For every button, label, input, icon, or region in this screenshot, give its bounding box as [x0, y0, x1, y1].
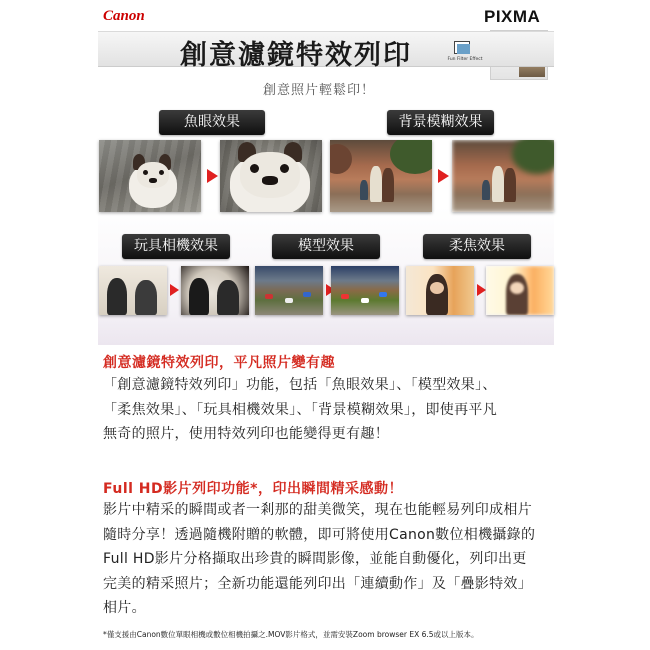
paragraph-line: 影片中精采的瞬間或者一剎那的甜美微笑，現在也能輕易列印成相片 [103, 502, 532, 518]
arrow-right-icon [207, 169, 218, 183]
fun-filter-effect-label: Fun Filter Effect [447, 57, 483, 62]
toy-camera-after-photo [181, 266, 249, 315]
page-subtitle: 創意照片輕鬆印！ [263, 83, 376, 98]
section2-paragraph [103, 498, 553, 621]
page-title: 創意濾鏡特效列印 [180, 40, 412, 71]
toy-camera-before-photo [99, 266, 167, 315]
canon-logo: Canon [103, 8, 145, 24]
label-miniature: 模型效果 [272, 234, 380, 259]
soft-focus-before-photo [406, 266, 474, 315]
label-soft-focus: 柔焦效果 [423, 234, 531, 259]
section1-heading: 創意濾鏡特效列印，平凡照片變有趣 [103, 355, 335, 371]
arrow-right-icon [477, 284, 486, 296]
paragraph-line: 「柔焦效果」、「玩具相機效果」、「背景模糊效果」，即使再平凡 [103, 401, 497, 418]
pixma-logo: PIXMA [484, 7, 541, 26]
miniature-after-photo [331, 266, 399, 315]
paragraph-line: 相片。 [103, 600, 146, 616]
paragraph-line: 無奇的照片，使用特效列印也能變得更有趣！ [103, 426, 389, 442]
fisheye-after-photo [220, 140, 322, 212]
background-blur-before-photo [330, 140, 432, 212]
arrow-right-icon [170, 284, 179, 296]
section1-paragraph [103, 373, 553, 447]
background-blur-after-photo [452, 140, 554, 212]
paragraph-line: Full HD影片分格擷取出珍貴的瞬間影像，並能自動優化，列印出更 [103, 551, 527, 567]
soft-focus-after-photo [486, 266, 554, 315]
label-fisheye: 魚眼效果 [159, 110, 265, 135]
paragraph-line: 完美的精采照片；全新功能還能列印出「連續動作」及「疊影特效」 [103, 575, 532, 592]
fun-filter-effect-icon [444, 40, 486, 64]
label-toy-camera: 玩具相機效果 [122, 234, 230, 259]
footnote: *僅支援由Canon數位單眼相機或數位相機拍攝之.MOV影片格式，並需安裝Zoom browser EX 6.5或以上版本。 [103, 630, 479, 639]
paragraph-line: 隨時分享！透過隨機附贈的軟體，即可將使用Canon數位相機攝錄的 [103, 526, 536, 543]
photo-icon [457, 44, 470, 54]
label-background-blur: 背景模糊效果 [387, 110, 494, 135]
miniature-before-photo [255, 266, 323, 315]
section2-heading: Full HD影片列印功能*，印出瞬間精采感動！ [103, 481, 403, 497]
arrow-right-icon [438, 169, 449, 183]
paragraph-line: 「創意濾鏡特效列印」功能，包括「魚眼效果」、「模型效果」、 [103, 377, 497, 393]
fisheye-before-photo [99, 140, 201, 212]
